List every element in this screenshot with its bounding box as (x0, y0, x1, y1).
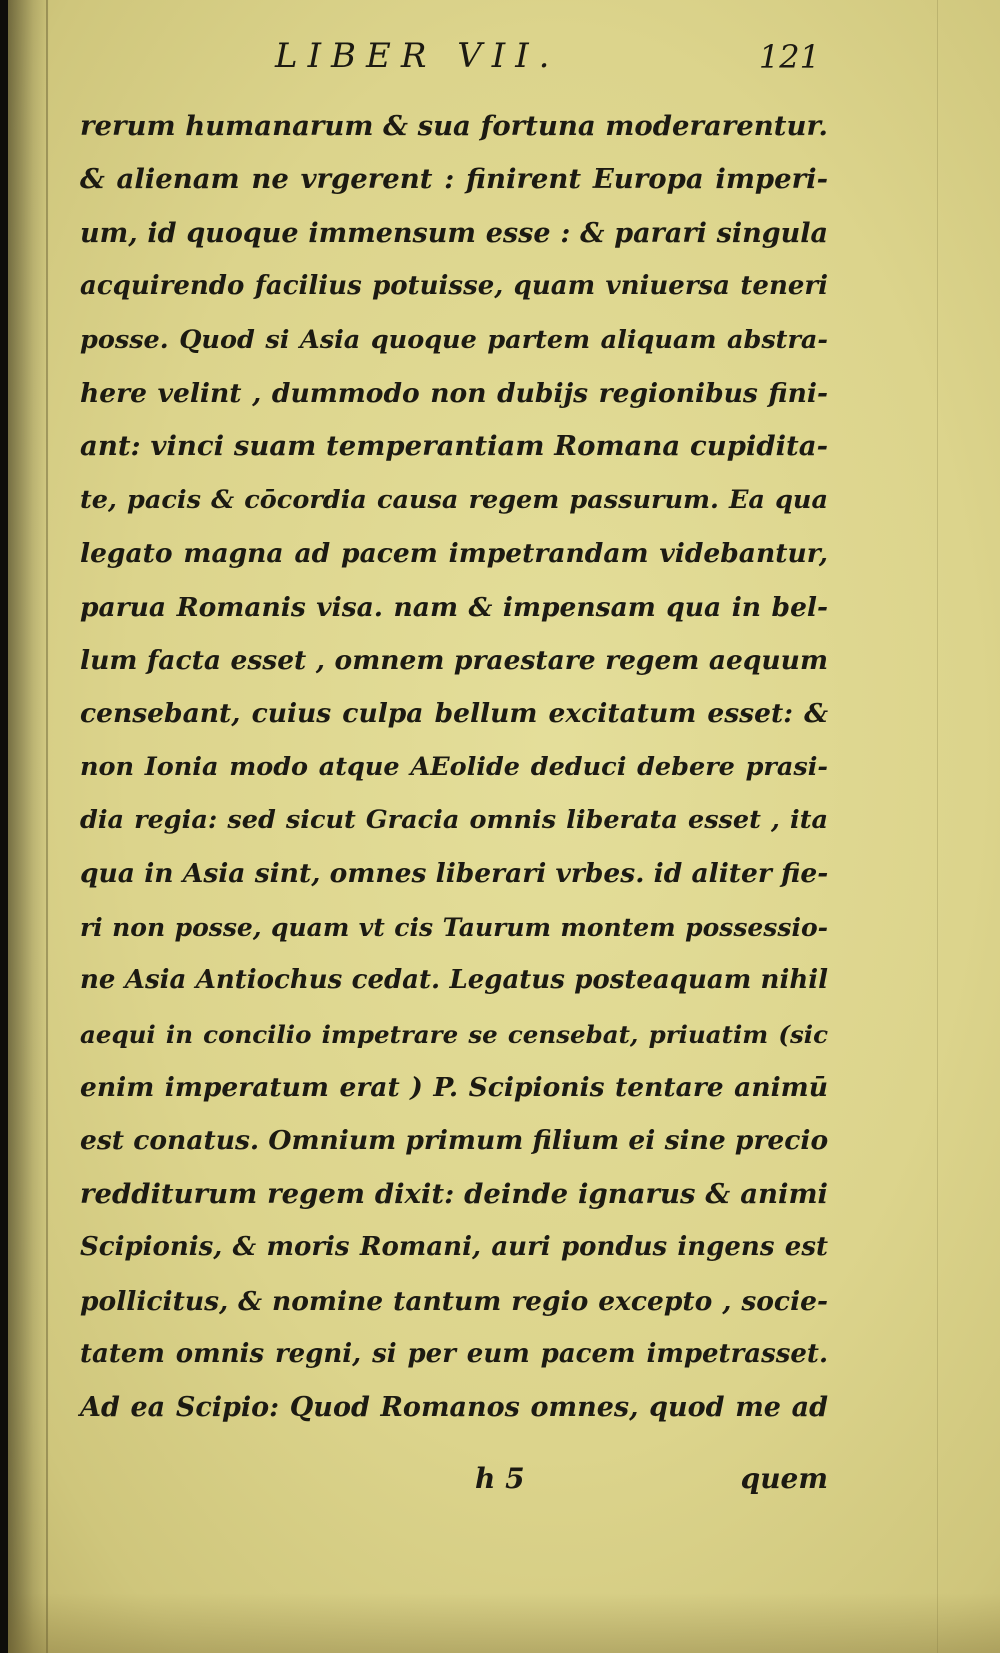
page-header (80, 36, 820, 86)
page-edge-line (46, 0, 48, 1653)
text-line: ant: vinci suam temperantiam Romana cupidita- (80, 430, 828, 463)
text-line: & alienam ne vrgerent : finirent Europa imperi- (80, 163, 828, 196)
signature-mark: h 5 (475, 1462, 525, 1495)
text-line: pollicitus, & nomine tantum regio excepto , socie- (80, 1285, 828, 1317)
text-line: Ad ea Scipio: Quod Romanos omnes, quod me ad (80, 1392, 828, 1424)
text-line: est conatus. Omnium primum filium ei sine precio (80, 1125, 829, 1157)
page-footer (80, 1462, 828, 1512)
text-line: legato magna ad pacem impetrandam videbantur, (80, 538, 828, 570)
text-line: um, id quoque immensum esse : & parari singula (80, 217, 828, 249)
text-line: aequi in concilio impetrare se censebat, priuatim (sic (80, 1019, 828, 1049)
body-text (80, 100, 828, 1435)
text-line: non Ionia modo atque AEolide deduci debere prasi- (80, 751, 828, 782)
text-line: te, pacis & cōcordia causa regem passurum. Ea qua (80, 484, 828, 515)
text-line: censebant, cuius culpa bellum excitatum esset: & (80, 698, 828, 730)
text-line: qua in Asia sint, omnes liberari vrbes. id aliter fie- (80, 858, 829, 890)
page-number: 121 (758, 38, 820, 76)
text-line: posse. Quod si Asia quoque partem aliquam abstra- (80, 324, 828, 355)
catchword: quem (740, 1462, 828, 1495)
text-line: parua Romanis visa. nam & impensam qua in bel- (80, 591, 828, 623)
bottom-shading (8, 1593, 1000, 1653)
text-line: ri non posse, quam vt cis Taurum montem possessio- (80, 912, 828, 942)
text-line: ne Asia Antiochus cedat. Legatus posteaquam nihil (80, 965, 828, 996)
running-title: LIBER VII. (275, 36, 560, 76)
text-line: here velint , dummodo non dubijs regionibus fini- (80, 377, 828, 409)
text-line: Scipionis, & moris Romani, auri pondus ingens est (80, 1232, 828, 1263)
gutter-shadow (8, 0, 50, 1653)
text-line: dia regia: sed sicut Gracia omnis liberata esset , ita (80, 805, 828, 836)
text-line: redditurum regem dixit: deinde ignarus & animi (80, 1177, 828, 1210)
book-page (8, 0, 1000, 1653)
text-line: acquirendo facilius potuisse, quam vniuersa teneri (80, 271, 828, 302)
text-line: rerum humanarum & sua fortuna moderarentur. (80, 110, 828, 142)
text-line: tatem omnis regni, si per eum pacem impetrasset. (80, 1338, 828, 1369)
text-line: lum facta esset , omnem praestare regem aequum (80, 644, 828, 676)
page-fold-line (937, 0, 938, 1653)
text-line: enim imperatum erat ) P. Scipionis tentare animū (80, 1072, 828, 1104)
